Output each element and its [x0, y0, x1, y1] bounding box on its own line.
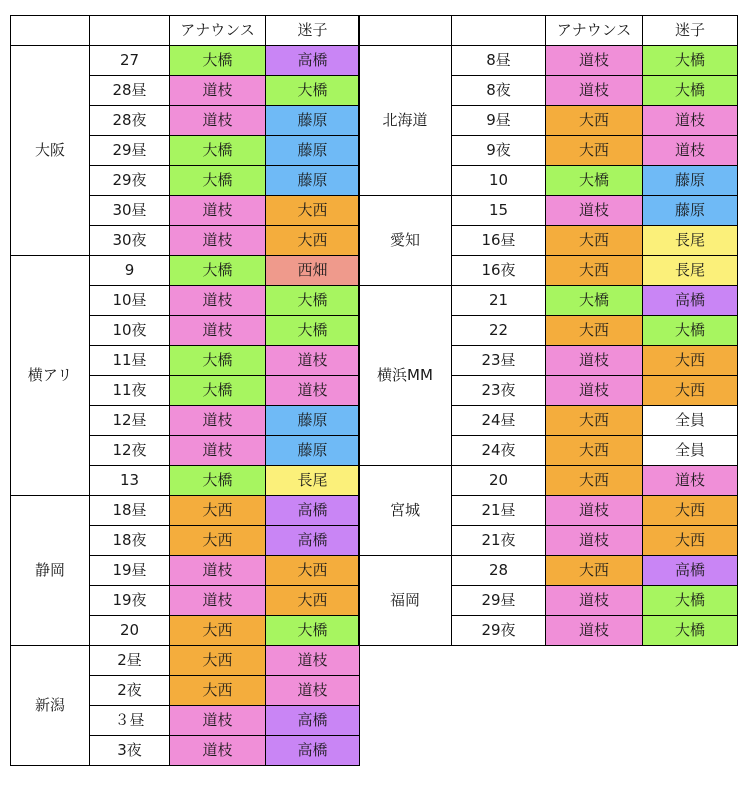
lost-child-cell: 高橋 [266, 736, 360, 766]
date-cell: 15 [452, 196, 546, 226]
date-cell: 20 [90, 616, 170, 646]
date-cell: 18夜 [90, 526, 170, 556]
lost-child-cell: 大西 [643, 376, 738, 406]
announce-cell: 道枝 [546, 526, 643, 556]
date-cell: 28昼 [90, 76, 170, 106]
lost-child-cell: 藤原 [266, 136, 360, 166]
lost-child-cell: 道枝 [266, 646, 360, 676]
venue-cell: 静岡 [11, 496, 90, 646]
header-row [11, 16, 360, 46]
announce-cell: 大西 [170, 676, 266, 706]
date-cell: 16夜 [452, 256, 546, 286]
lost-child-cell: 長尾 [643, 256, 738, 286]
announce-cell: 道枝 [546, 496, 643, 526]
date-cell: 11昼 [90, 346, 170, 376]
venue-cell: 宮城 [359, 466, 452, 556]
lost-child-cell: 藤原 [643, 166, 738, 196]
lost-child-cell: 高橋 [266, 496, 360, 526]
announce-cell: 道枝 [170, 436, 266, 466]
lost-child-cell: 大西 [266, 196, 360, 226]
lost-child-cell: 高橋 [266, 526, 360, 556]
date-cell: 29夜 [452, 616, 546, 646]
lost-child-cell: 全員 [643, 406, 738, 436]
announce-cell: 道枝 [546, 196, 643, 226]
lost-child-cell: 道枝 [643, 136, 738, 166]
header-blank-cell [90, 16, 170, 46]
date-cell: 30夜 [90, 226, 170, 256]
lost-child-cell: 藤原 [266, 406, 360, 436]
header-announce: アナウンス [546, 16, 643, 46]
announce-cell: 大橋 [546, 286, 643, 316]
announce-cell: 大橋 [170, 166, 266, 196]
date-cell: 9昼 [452, 106, 546, 136]
lost-child-cell: 大橋 [266, 616, 360, 646]
date-cell: 10夜 [90, 316, 170, 346]
announce-cell: 道枝 [170, 406, 266, 436]
date-cell: 12夜 [90, 436, 170, 466]
lost-child-cell: 高橋 [643, 286, 738, 316]
announce-cell: 道枝 [170, 556, 266, 586]
date-cell: 18昼 [90, 496, 170, 526]
announce-cell: 大橋 [170, 376, 266, 406]
announce-cell: 大橋 [170, 256, 266, 286]
venue-cell: 新潟 [11, 646, 90, 766]
header-corner-cell [11, 16, 90, 46]
lost-child-cell: 藤原 [266, 106, 360, 136]
announce-cell: 道枝 [170, 76, 266, 106]
lost-child-cell: 大橋 [643, 616, 738, 646]
announce-cell: 大西 [170, 616, 266, 646]
venue-cell: 愛知 [359, 196, 452, 286]
date-cell: 10昼 [90, 286, 170, 316]
announce-cell: 大西 [546, 406, 643, 436]
announce-cell: 大西 [170, 496, 266, 526]
lost-child-cell: 大橋 [266, 316, 360, 346]
lost-child-cell: 大西 [643, 526, 738, 556]
announce-cell: 大橋 [546, 166, 643, 196]
header-lost-child: 迷子 [266, 16, 360, 46]
announce-cell: 道枝 [546, 586, 643, 616]
table-row [359, 46, 738, 76]
date-cell: 9 [90, 256, 170, 286]
announce-cell: 大西 [546, 136, 643, 166]
date-cell: 20 [452, 466, 546, 496]
announce-cell: 道枝 [170, 106, 266, 136]
header-lost-child: 迷子 [643, 16, 738, 46]
date-cell: 30昼 [90, 196, 170, 226]
date-cell: 2夜 [90, 676, 170, 706]
lost-child-cell: 道枝 [643, 106, 738, 136]
date-cell: 21夜 [452, 526, 546, 556]
header-blank-cell [452, 16, 546, 46]
lost-child-cell: 大橋 [643, 46, 738, 76]
date-cell: 8昼 [452, 46, 546, 76]
table-row [11, 496, 360, 526]
lost-child-cell: 大西 [266, 586, 360, 616]
date-cell: 19夜 [90, 586, 170, 616]
announce-cell: 大橋 [170, 46, 266, 76]
venue-cell: 横アリ [11, 256, 90, 496]
table-row [359, 556, 738, 586]
lost-child-cell: 道枝 [643, 466, 738, 496]
lost-child-cell: 大橋 [643, 316, 738, 346]
date-cell: 16昼 [452, 226, 546, 256]
date-cell: 29昼 [452, 586, 546, 616]
announce-cell: 大橋 [170, 136, 266, 166]
table-row [359, 196, 738, 226]
lost-child-cell: 高橋 [643, 556, 738, 586]
lost-child-cell: 大西 [643, 346, 738, 376]
announce-cell: 道枝 [170, 316, 266, 346]
date-cell: ３昼 [90, 706, 170, 736]
announce-cell: 道枝 [170, 226, 266, 256]
announce-cell: 道枝 [170, 736, 266, 766]
date-cell: 13 [90, 466, 170, 496]
date-cell: 21 [452, 286, 546, 316]
header-row [359, 16, 738, 46]
announce-cell: 道枝 [546, 376, 643, 406]
date-cell: 11夜 [90, 376, 170, 406]
date-cell: 3夜 [90, 736, 170, 766]
date-cell: 23昼 [452, 346, 546, 376]
venue-cell: 大阪 [11, 46, 90, 256]
lost-child-cell: 大橋 [266, 76, 360, 106]
announce-cell: 大西 [546, 226, 643, 256]
date-cell: 29昼 [90, 136, 170, 166]
date-cell: 27 [90, 46, 170, 76]
lost-child-cell: 長尾 [266, 466, 360, 496]
lost-child-cell: 大西 [643, 496, 738, 526]
announce-cell: 道枝 [546, 76, 643, 106]
lost-child-cell: 大西 [266, 226, 360, 256]
lost-child-cell: 藤原 [266, 166, 360, 196]
announce-cell: 道枝 [170, 286, 266, 316]
date-cell: 2昼 [90, 646, 170, 676]
table-row [11, 646, 360, 676]
lost-child-cell: 藤原 [266, 436, 360, 466]
date-cell: 24夜 [452, 436, 546, 466]
date-cell: 29夜 [90, 166, 170, 196]
date-cell: 9夜 [452, 136, 546, 166]
announce-cell: 道枝 [170, 706, 266, 736]
date-cell: 12昼 [90, 406, 170, 436]
announce-cell: 道枝 [546, 346, 643, 376]
date-cell: 10 [452, 166, 546, 196]
announce-cell: 大西 [546, 316, 643, 346]
venue-cell: 福岡 [359, 556, 452, 646]
announce-cell: 道枝 [546, 46, 643, 76]
lost-child-cell: 大西 [266, 556, 360, 586]
venue-cell: 北海道 [359, 46, 452, 196]
header-corner-cell [359, 16, 452, 46]
lost-child-cell: 高橋 [266, 706, 360, 736]
date-cell: 22 [452, 316, 546, 346]
announce-cell: 大西 [546, 556, 643, 586]
announce-cell: 道枝 [546, 616, 643, 646]
table-row [11, 46, 360, 76]
announce-cell: 大西 [170, 646, 266, 676]
lost-child-cell: 大橋 [266, 286, 360, 316]
announce-cell: 大橋 [170, 466, 266, 496]
venue-cell: 横浜MM [359, 286, 452, 466]
announce-cell: 大西 [546, 466, 643, 496]
lost-child-cell: 長尾 [643, 226, 738, 256]
date-cell: 28 [452, 556, 546, 586]
date-cell: 21昼 [452, 496, 546, 526]
schedule-table-left [10, 15, 360, 766]
lost-child-cell: 道枝 [266, 376, 360, 406]
announce-cell: 大西 [546, 256, 643, 286]
table-row [359, 286, 738, 316]
announce-cell: 大西 [546, 106, 643, 136]
announce-cell: 大西 [546, 436, 643, 466]
announce-cell: 道枝 [170, 196, 266, 226]
date-cell: 24昼 [452, 406, 546, 436]
lost-child-cell: 大橋 [643, 586, 738, 616]
table-row [11, 256, 360, 286]
header-announce: アナウンス [170, 16, 266, 46]
schedule-table-right [358, 15, 738, 646]
announce-cell: 道枝 [170, 586, 266, 616]
lost-child-cell: 藤原 [643, 196, 738, 226]
announce-cell: 大西 [170, 526, 266, 556]
announce-cell: 大橋 [170, 346, 266, 376]
lost-child-cell: 全員 [643, 436, 738, 466]
lost-child-cell: 高橋 [266, 46, 360, 76]
date-cell: 23夜 [452, 376, 546, 406]
lost-child-cell: 道枝 [266, 346, 360, 376]
lost-child-cell: 大橋 [643, 76, 738, 106]
date-cell: 19昼 [90, 556, 170, 586]
table-row [359, 466, 738, 496]
date-cell: 8夜 [452, 76, 546, 106]
lost-child-cell: 道枝 [266, 676, 360, 706]
lost-child-cell: 西畑 [266, 256, 360, 286]
date-cell: 28夜 [90, 106, 170, 136]
